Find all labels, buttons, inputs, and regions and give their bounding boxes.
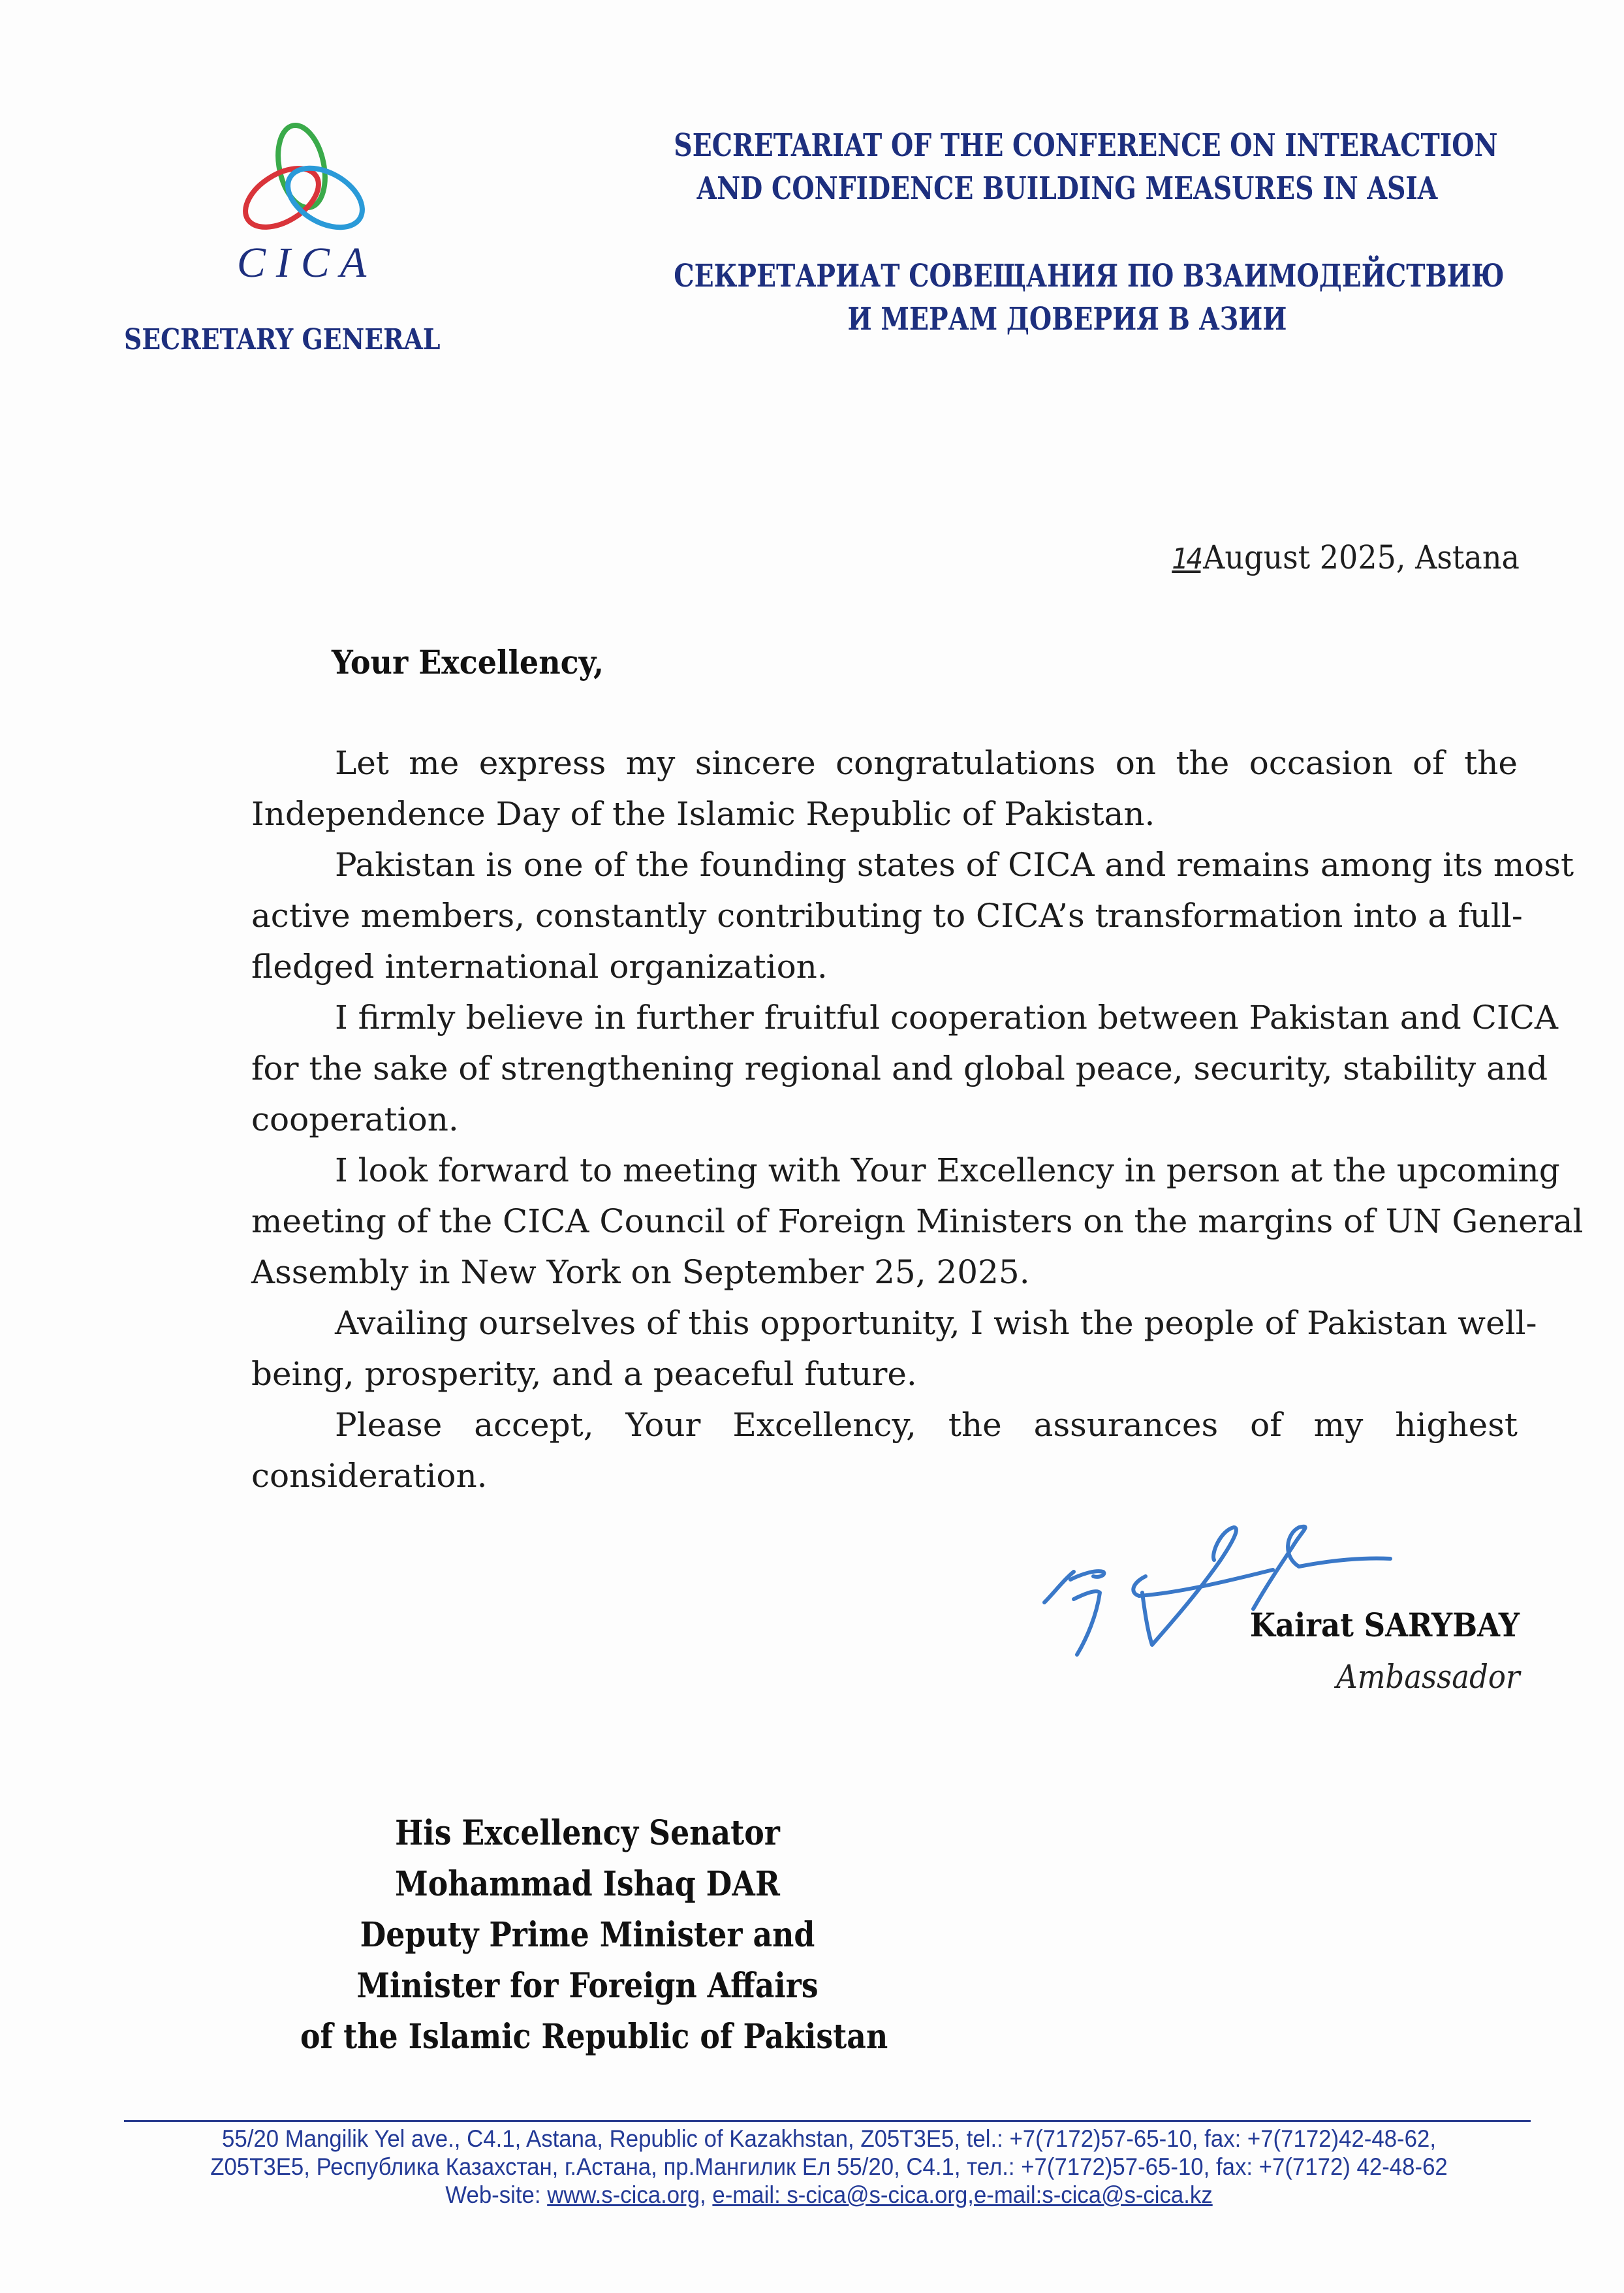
letter-date bbox=[1172, 538, 1520, 576]
body-line: Assembly in New York on September 25, 2025. bbox=[251, 1253, 1030, 1291]
salutation: Your Excellency, bbox=[332, 643, 604, 681]
cica-logo-text: CICA bbox=[236, 239, 377, 287]
paragraph bbox=[251, 839, 1574, 992]
footer-web-email bbox=[142, 2181, 1516, 2209]
separator: , bbox=[967, 2181, 974, 2208]
paragraph bbox=[251, 1399, 1518, 1501]
org-name-en-line: AND CONFIDENCE BUILDING MEASURES IN ASIA bbox=[696, 170, 1438, 207]
addressee-line: His Excellency Senator bbox=[395, 1813, 780, 1853]
website-label: Web-site: bbox=[445, 2181, 548, 2208]
separator: , bbox=[700, 2181, 713, 2208]
body-line: Pakistan is one of the founding states of CICA and remains among its most bbox=[335, 846, 1574, 884]
letter-body bbox=[251, 738, 1584, 1501]
org-name-en-line: SECRETARIAT OF THE CONFERENCE ON INTERACTION bbox=[674, 127, 1498, 164]
body-line: Independence Day of the Islamic Republic of Pakistan. bbox=[251, 795, 1155, 833]
body-line: being, prosperity, and a peaceful future. bbox=[251, 1355, 917, 1393]
addressee-block bbox=[261, 1808, 914, 2063]
body-line: for the sake of strengthening regional and global peace, security, stability and bbox=[251, 1050, 1548, 1087]
website-link[interactable]: www.s-cica.org bbox=[547, 2181, 700, 2208]
addressee-line: Minister for Foreign Affairs bbox=[356, 1966, 819, 2006]
email-link-org[interactable]: e-mail: s-cica@s-cica.org bbox=[712, 2181, 968, 2208]
body-line: active members, constantly contributing to CICA’s transformation into a full- bbox=[251, 897, 1523, 935]
body-line: I look forward to meeting with Your Excellency in person at the upcoming bbox=[335, 1151, 1560, 1189]
org-name-english bbox=[587, 124, 1547, 210]
paragraph bbox=[251, 992, 1558, 1145]
cica-three-rings-logo-icon bbox=[222, 121, 392, 238]
body-line: Please accept, Your Excellency, the assurances of my highest bbox=[335, 1406, 1518, 1444]
addressee-line: Mohammad Ishaq DAR bbox=[395, 1864, 780, 1904]
footer-address-en: 55/20 Mangilik Yel ave., C4.1, Astana, Republic of Kazakhstan, Z05T3E5, tel.: +7(7172)57-65-10, fax: +7(7172)42-48-62, bbox=[222, 2125, 1436, 2152]
addressee-line: Deputy Prime Minister and bbox=[360, 1915, 815, 1955]
footer-contact bbox=[98, 2125, 1560, 2209]
signer-title: Ambassador bbox=[1335, 1658, 1520, 1696]
body-line: cooperation. bbox=[251, 1100, 459, 1138]
email-link-kz[interactable]: e-mail:s-cica@s-cica.kz bbox=[973, 2181, 1213, 2208]
footer-divider bbox=[124, 2120, 1531, 2122]
org-name-ru-line: И МЕРАМ ДОВЕРИЯ В АЗИИ bbox=[847, 301, 1287, 337]
body-line: consideration. bbox=[251, 1457, 488, 1495]
org-name-russian bbox=[587, 255, 1547, 341]
addressee-line: of the Islamic Republic of Pakistan bbox=[300, 2017, 888, 2057]
paragraph bbox=[251, 1145, 1584, 1298]
footer-address-ru: Z05T3E5, Республика Казахстан, г.Астана, пр.Мангилик Ел 55/20, C4.1, тел.: +7(7172)57-65-10, fax: +7(7172) 42-48-62 bbox=[210, 2153, 1448, 2180]
date-text: August 2025, Astana bbox=[1203, 538, 1520, 576]
signer-name: Kairat SARYBAY bbox=[1249, 1606, 1520, 1644]
handwritten-date-day: 14 bbox=[1172, 542, 1201, 576]
body-line: fledged international organization. bbox=[251, 948, 828, 986]
body-line: Availing ourselves of this opportunity, I wish the people of Pakistan well- bbox=[335, 1304, 1537, 1342]
body-line: I firmly believe in further fruitful cooperation between Pakistan and CICA bbox=[335, 999, 1558, 1037]
org-name-ru-line: СЕКРЕТАРИАТ СОВЕЩАНИЯ ПО ВЗАИМОДЕЙСТВИЮ bbox=[674, 258, 1505, 294]
paragraph bbox=[251, 738, 1518, 839]
body-line: Let me express my sincere congratulations on the occasion of the bbox=[335, 744, 1518, 782]
secretary-general-title: SECRETARY GENERAL bbox=[124, 323, 441, 356]
paragraph bbox=[251, 1298, 1537, 1399]
body-line: meeting of the CICA Council of Foreign Ministers on the margins of UN General bbox=[251, 1202, 1584, 1240]
